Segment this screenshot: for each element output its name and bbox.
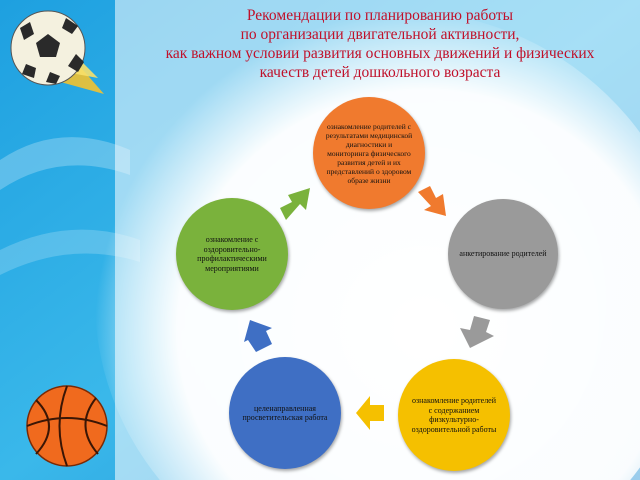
arrow-blue <box>242 318 276 354</box>
slide-title <box>120 6 640 82</box>
title-line-1: Рекомендации по планированию работы <box>246 7 514 24</box>
arrow-yellow <box>354 394 386 432</box>
node-medical-diagnostics <box>313 97 425 209</box>
node-educational-work-text: целенаправленная просветительская работа <box>242 403 328 422</box>
arrow-gray <box>456 314 496 350</box>
arrow-green <box>278 186 314 222</box>
node-parent-survey-text: анкетирование родителей <box>459 249 547 259</box>
node-medical-diagnostics-text: ознакомление родителей с результатами медицинской диагностики и мониторинга физического развития детей и их представлений о здоровом образе жизни <box>325 121 413 185</box>
arrow-orange <box>416 184 452 220</box>
node-health-activities <box>176 198 288 310</box>
node-educational-work <box>229 357 341 469</box>
node-physical-education-content-text: ознакомление родителей с содержанием физкультурно-оздоровительной работы <box>411 396 497 434</box>
title-line-3: как важном условии развития основных движений и физических <box>165 45 595 62</box>
soccer-ball-icon <box>6 6 116 106</box>
node-health-activities-text: ознакомление с оздоровительно-профилактическими мероприятиями <box>197 235 267 273</box>
title-line-2: по организации двигательной активности, <box>240 26 520 43</box>
title-line-4: качеств детей дошкольного возраста <box>259 64 501 81</box>
node-physical-education-content <box>398 359 510 471</box>
basketball-icon <box>22 380 112 472</box>
node-parent-survey <box>448 199 558 309</box>
